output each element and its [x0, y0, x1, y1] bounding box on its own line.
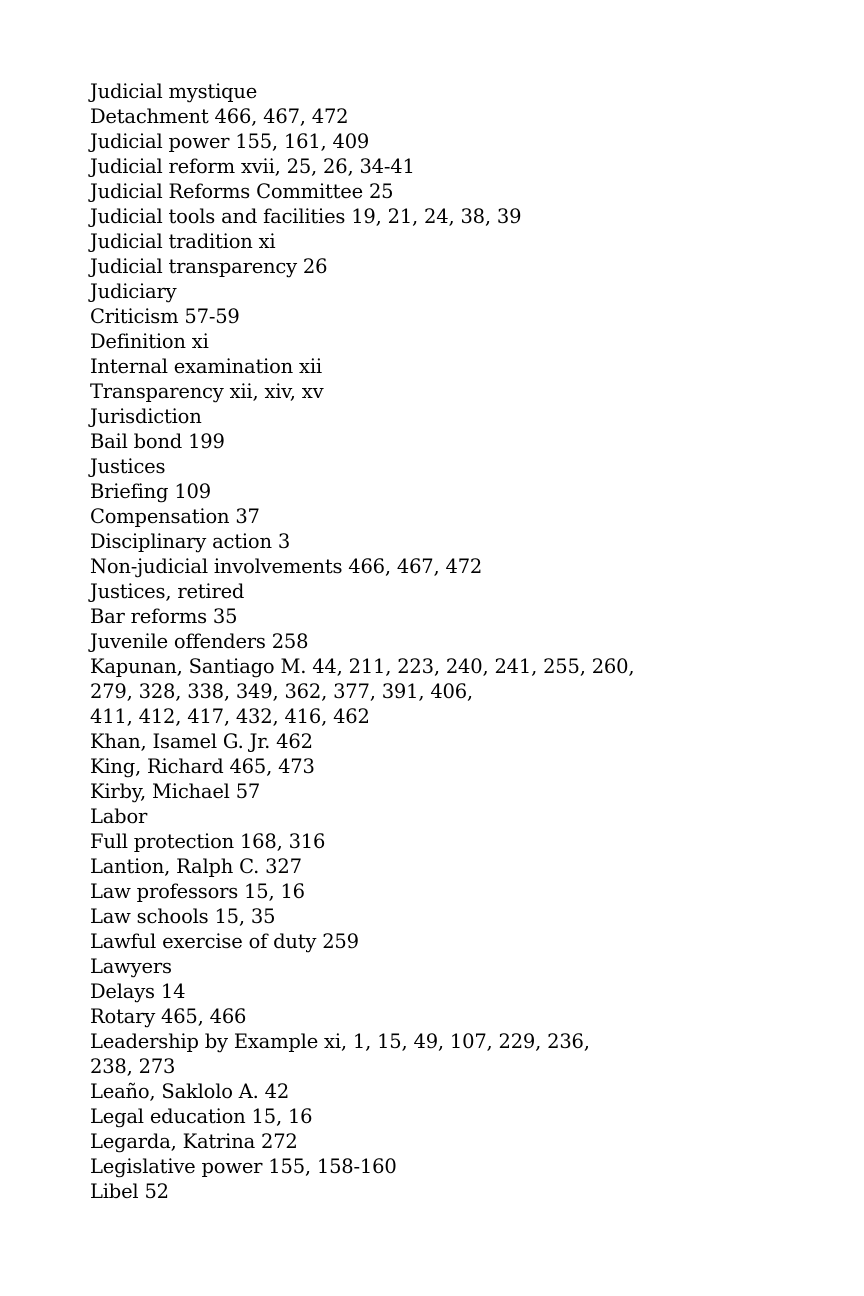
index-entry: 279, 328, 338, 349, 362, 377, 391, 406,	[90, 680, 473, 703]
index-entry: Lantion, Ralph C. 327	[90, 855, 302, 878]
index-entry: Lawyers	[90, 955, 172, 978]
index-entry: Internal examination xii	[90, 355, 322, 378]
index-entry: Judicial tradition xi	[90, 230, 276, 253]
index-entry: Judiciary	[90, 280, 177, 303]
index-entry: Law schools 15, 35	[90, 905, 276, 928]
index-entry: Judicial Reforms Committee 25	[90, 180, 394, 203]
index-entry: 238, 273	[90, 1055, 176, 1078]
index-entry: Jurisdiction	[90, 405, 202, 428]
index-entry: Legal education 15, 16	[90, 1105, 313, 1128]
index-entry: Compensation 37	[90, 505, 260, 528]
index-entry: Judicial reform xvii, 25, 26, 34-41	[90, 155, 415, 178]
index-entry: Legarda, Katrina 272	[90, 1130, 298, 1153]
index-entry: Leaño, Saklolo A. 42	[90, 1080, 290, 1103]
index-entry: 411, 412, 417, 432, 416, 462	[90, 705, 370, 728]
index-entry: Full protection 168, 316	[90, 830, 326, 853]
index-entry: Libel 52	[90, 1180, 169, 1203]
index-entry: Definition xi	[90, 330, 209, 353]
index-entry: Judicial tools and facilities 19, 21, 24, 38, 39	[90, 205, 522, 228]
index-entry: Disciplinary action 3	[90, 530, 291, 553]
index-entry: Labor	[90, 805, 148, 828]
index-entry: Kirby, Michael 57	[90, 780, 261, 803]
index-entry: Non-judicial involvements 466, 467, 472	[90, 555, 483, 578]
index-entry: Rotary 465, 466	[90, 1005, 247, 1028]
index-entry: Judicial power 155, 161, 409	[90, 130, 370, 153]
index-entry: Kapunan, Santiago M. 44, 211, 223, 240, 241, 255, 260,	[90, 655, 635, 678]
index-entry: Delays 14	[90, 980, 186, 1003]
index-entry: King, Richard 465, 473	[90, 755, 315, 778]
index-entry: Bar reforms 35	[90, 605, 238, 628]
index-entry: Justices	[90, 455, 166, 478]
index-entry: Bail bond 199	[90, 430, 225, 453]
index-entry: Briefing 109	[90, 480, 211, 503]
index-entry: Judicial transparency 26	[90, 255, 328, 278]
index-entry: Khan, Isamel G. Jr. 462	[90, 730, 313, 753]
index-entry: Detachment 466, 467, 472	[90, 105, 349, 128]
index-entry: Legislative power 155, 158-160	[90, 1155, 397, 1178]
index-entry: Judicial mystique	[90, 80, 258, 103]
index-entry: Transparency xii, xiv, xv	[90, 380, 324, 403]
index-entry: Lawful exercise of duty 259	[90, 930, 359, 953]
index-entry: Criticism 57-59	[90, 305, 240, 328]
index-entry: Leadership by Example xi, 1, 15, 49, 107, 229, 236,	[90, 1030, 590, 1053]
index-entry: Juvenile offenders 258	[90, 630, 309, 653]
index-entry: Justices, retired	[90, 580, 245, 603]
index-entry: Law professors 15, 16	[90, 880, 305, 903]
index-list	[90, 79, 634, 1204]
